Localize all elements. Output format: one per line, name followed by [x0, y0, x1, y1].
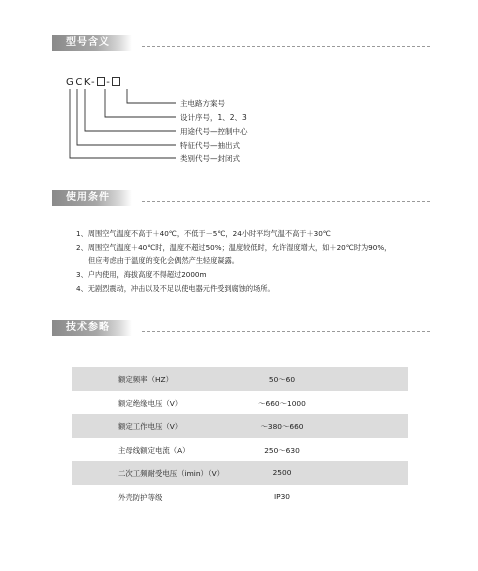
- condition-line: 但应考虑由于温度的变化会偶然产生轻度凝露。: [88, 256, 239, 265]
- table-row: [72, 438, 408, 462]
- table-row: [72, 461, 408, 485]
- table-row: [72, 485, 408, 509]
- param-name: 额定频率（HZ）: [118, 375, 173, 384]
- table-row: [72, 367, 408, 391]
- param-name: 二次工频耐受电压（imin）（V）: [118, 469, 225, 478]
- code-item-usage: 用途代号—控制中心: [180, 127, 248, 136]
- dashed-divider: [142, 201, 430, 202]
- param-value: 250～630: [264, 445, 300, 455]
- section-title: 型号含义: [52, 35, 132, 51]
- section-header-conditions: [52, 190, 430, 206]
- section-title: 使用条件: [52, 190, 132, 206]
- param-value: ～660～1000: [258, 398, 306, 408]
- model-code-tree-lines: [0, 0, 478, 200]
- param-value: 2500: [272, 468, 292, 477]
- condition-line: 4、无剧烈震动，冲击以及不足以使电器元件受到腐蚀的场所。: [76, 284, 275, 293]
- parameter-table: [72, 367, 408, 508]
- condition-line: 3、户内使用，海拔高度不得超过2000m: [76, 270, 207, 279]
- param-value: IP30: [273, 491, 291, 501]
- condition-line: 1、周围空气温度不高于＋40℃，不低于－5℃，24小时平均气温不高于＋30℃: [76, 229, 331, 238]
- code-item-feature: 特征代号—抽出式: [180, 141, 240, 150]
- condition-line: 2、周围空气温度＋40℃时，温度不超过50%；温度较低时，允许湿度增大，如＋20℃时为90%，: [76, 243, 392, 252]
- param-value: 50～60: [268, 375, 296, 384]
- table-row: [72, 391, 408, 415]
- section-header-technical: [52, 320, 430, 336]
- dashed-divider: [142, 331, 430, 332]
- model-code-prefix: GCK-: [66, 77, 97, 88]
- param-name: 额定工作电压（V）: [118, 422, 183, 431]
- param-name: 主母线额定电流（A）: [118, 445, 190, 455]
- table-row: [72, 414, 408, 438]
- param-value: ～380～660: [260, 422, 304, 431]
- model-code-dash: -: [106, 77, 112, 88]
- param-name: 外壳防护等级: [118, 492, 163, 502]
- code-item-design-serial: 设计序号，1、2、3: [180, 113, 247, 122]
- code-item-category: 类别代号—封闭式: [180, 154, 240, 163]
- code-item-circuit-scheme: 主电路方案号: [180, 99, 225, 108]
- param-name: 额定绝缘电压（V）: [118, 398, 183, 408]
- section-title: 技术参略: [52, 320, 132, 336]
